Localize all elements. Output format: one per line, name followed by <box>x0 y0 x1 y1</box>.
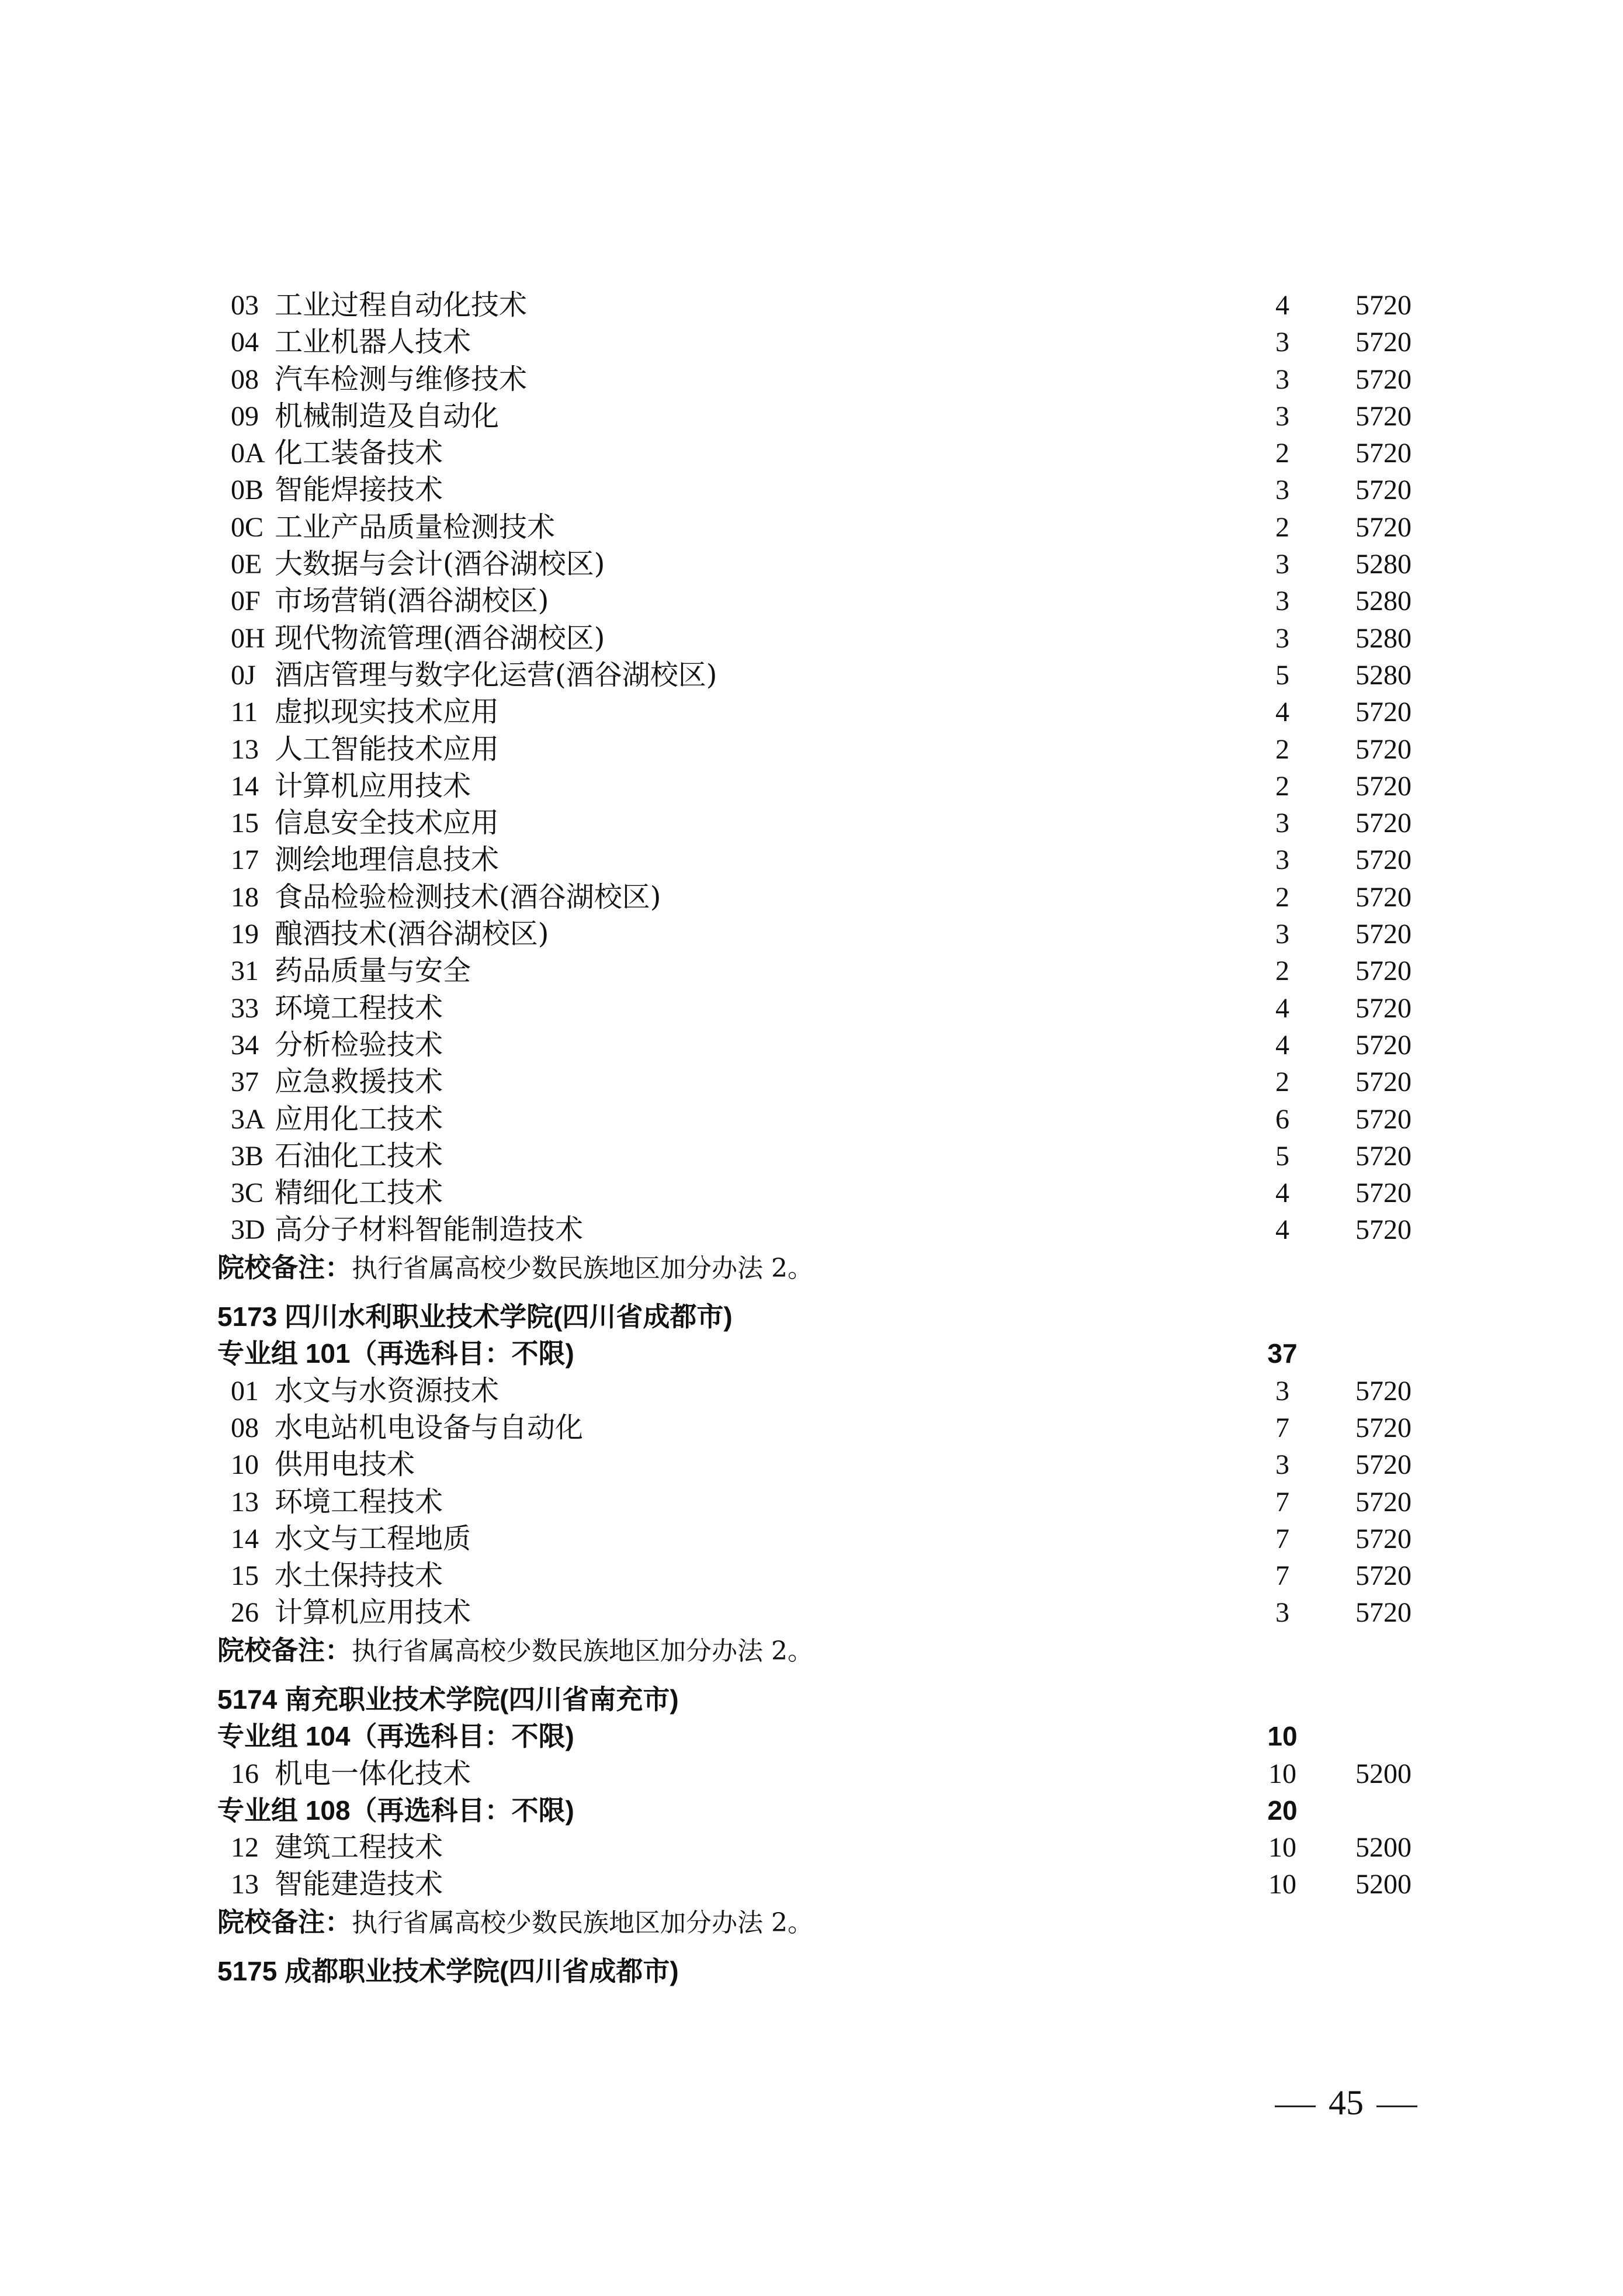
major-code: 3A <box>231 1103 265 1135</box>
major-name: 汽车检测与维修技术 <box>275 362 528 396</box>
major-fee: 5720 <box>1355 919 1412 950</box>
major-fee: 5720 <box>1355 475 1412 506</box>
major-fee: 5720 <box>1355 955 1412 987</box>
major-count: 2 <box>1275 770 1289 802</box>
major-count: 10 <box>1268 1758 1296 1789</box>
major-row <box>0 583 1623 619</box>
major-code: 18 <box>231 881 259 913</box>
note-text: 执行省属高校少数民族地区加分办法 2。 <box>352 1907 813 1938</box>
group-label: 专业组 104（再选科目：不限) <box>217 1721 574 1752</box>
major-code: 17 <box>231 844 259 876</box>
major-row <box>0 768 1623 805</box>
major-count: 3 <box>1275 549 1289 580</box>
major-code: 08 <box>231 363 259 395</box>
major-count: 2 <box>1275 955 1289 987</box>
major-fee: 5720 <box>1355 1214 1412 1246</box>
major-name: 环境工程技术 <box>275 991 443 1024</box>
major-fee: 5720 <box>1355 1412 1412 1443</box>
footer-dash-left <box>1275 2105 1316 2107</box>
major-row <box>0 1557 1623 1594</box>
major-fee: 5720 <box>1355 1560 1412 1592</box>
major-name: 水电站机电设备与自动化 <box>275 1411 584 1444</box>
note-text: 执行省属高校少数民族地区加分办法 2。 <box>352 1253 813 1283</box>
major-count: 10 <box>1268 1869 1296 1900</box>
major-list <box>0 1755 1623 1792</box>
major-row <box>0 472 1623 508</box>
major-name: 应用化工技术 <box>275 1102 443 1135</box>
major-fee: 5720 <box>1355 992 1412 1024</box>
major-name: 智能焊接技术 <box>275 473 443 507</box>
major-name: 酿酒技术(酒谷湖校区) <box>275 917 549 951</box>
major-code: 03 <box>231 290 259 321</box>
major-code: 15 <box>231 1560 259 1592</box>
major-code: 33 <box>231 992 259 1024</box>
major-fee: 5720 <box>1355 1523 1412 1554</box>
major-code: 0F <box>231 586 261 617</box>
major-count: 3 <box>1275 844 1289 876</box>
note-label: 院校备注： <box>217 1634 352 1666</box>
major-row <box>0 1138 1623 1175</box>
major-fee: 5200 <box>1355 1832 1412 1864</box>
major-count: 2 <box>1275 733 1289 765</box>
major-row <box>0 1521 1623 1557</box>
major-count: 4 <box>1275 992 1289 1024</box>
major-code: 0B <box>231 475 264 506</box>
major-row <box>0 1211 1623 1248</box>
major-count: 4 <box>1275 697 1289 728</box>
major-name: 计算机应用技术 <box>275 1596 471 1629</box>
major-name: 计算机应用技术 <box>275 769 471 802</box>
major-count: 4 <box>1275 1178 1289 1209</box>
major-count: 2 <box>1275 881 1289 913</box>
major-count: 3 <box>1275 327 1289 358</box>
major-row <box>0 287 1623 324</box>
major-code: 01 <box>231 1375 259 1407</box>
major-row <box>0 879 1623 916</box>
note-label: 院校备注： <box>217 1251 352 1283</box>
school-note <box>0 1903 1623 1940</box>
page-number: 45 <box>1329 2083 1364 2122</box>
major-fee: 5720 <box>1355 511 1412 543</box>
major-name: 智能建造技术 <box>275 1868 443 1901</box>
major-name: 水土保持技术 <box>275 1559 443 1592</box>
major-fee: 5720 <box>1355 697 1412 728</box>
major-name: 大数据与会计(酒谷湖校区) <box>275 548 605 581</box>
major-code: 31 <box>231 955 259 987</box>
school-note <box>0 1249 1623 1286</box>
major-row <box>0 546 1623 583</box>
major-code: 14 <box>231 770 259 802</box>
major-code: 04 <box>231 327 259 358</box>
major-name: 虚拟现实技术应用 <box>275 695 500 729</box>
major-count: 4 <box>1275 1214 1289 1246</box>
major-fee: 5720 <box>1355 1029 1412 1061</box>
major-name: 药品质量与安全 <box>275 954 471 988</box>
major-fee: 5280 <box>1355 586 1412 617</box>
major-fee: 5720 <box>1355 363 1412 395</box>
major-row <box>0 1484 1623 1521</box>
major-count: 3 <box>1275 1375 1289 1407</box>
major-code: 0A <box>231 438 265 469</box>
major-code: 11 <box>231 697 258 728</box>
major-count: 3 <box>1275 475 1289 506</box>
school-title <box>0 1681 1623 1718</box>
major-code: 0J <box>231 659 256 691</box>
group-label: 专业组 101（再选科目：不限) <box>217 1338 574 1369</box>
major-name: 测绘地理信息技术 <box>275 843 500 877</box>
footer-dash-right <box>1376 2105 1417 2107</box>
major-code: 26 <box>231 1597 259 1629</box>
major-code: 16 <box>231 1758 259 1789</box>
major-fee: 5720 <box>1355 881 1412 913</box>
major-code: 08 <box>231 1412 259 1443</box>
major-name: 应急救援技术 <box>275 1065 443 1099</box>
major-count: 3 <box>1275 919 1289 950</box>
major-row <box>0 361 1623 398</box>
note-label: 院校备注： <box>217 1906 352 1938</box>
major-code: 3B <box>231 1140 264 1172</box>
school-note <box>0 1632 1623 1668</box>
school-name: 5174 南充职业技术学院(四川省南充市) <box>217 1684 679 1715</box>
major-row <box>0 1755 1623 1792</box>
major-row <box>0 1829 1623 1866</box>
major-fee: 5720 <box>1355 1103 1412 1135</box>
major-count: 6 <box>1275 1103 1289 1135</box>
major-fee: 5720 <box>1355 400 1412 432</box>
major-count: 4 <box>1275 290 1289 321</box>
group-count: 37 <box>1267 1338 1298 1369</box>
major-row <box>0 1064 1623 1100</box>
major-row <box>0 435 1623 472</box>
school-title <box>0 1953 1623 1990</box>
major-count: 2 <box>1275 511 1289 543</box>
major-fee: 5720 <box>1355 438 1412 469</box>
major-fee: 5720 <box>1355 290 1412 321</box>
major-row <box>0 694 1623 730</box>
major-row <box>0 953 1623 989</box>
major-code: 09 <box>231 400 259 432</box>
major-list <box>0 1829 1623 1903</box>
major-count: 7 <box>1275 1412 1289 1443</box>
major-name: 石油化工技术 <box>275 1139 443 1172</box>
major-count: 7 <box>1275 1523 1289 1554</box>
major-fee: 5720 <box>1355 770 1412 802</box>
major-count: 3 <box>1275 586 1289 617</box>
major-count: 3 <box>1275 622 1289 654</box>
major-code: 37 <box>231 1066 259 1098</box>
major-group <box>0 1718 1623 1755</box>
major-fee: 5200 <box>1355 1869 1412 1900</box>
major-row <box>0 1866 1623 1903</box>
page-footer <box>1262 2079 1430 2126</box>
group-count: 10 <box>1267 1721 1298 1752</box>
major-fee: 5720 <box>1355 1375 1412 1407</box>
major-name: 分析检验技术 <box>275 1028 443 1061</box>
major-code: 0E <box>231 549 262 580</box>
major-count: 2 <box>1275 438 1289 469</box>
major-row <box>0 916 1623 953</box>
major-fee: 5280 <box>1355 549 1412 580</box>
note-text: 执行省属高校少数民族地区加分办法 2。 <box>352 1636 813 1666</box>
major-name: 机电一体化技术 <box>275 1757 471 1790</box>
major-name: 水文与工程地质 <box>275 1522 471 1555</box>
major-fee: 5720 <box>1355 1178 1412 1209</box>
major-name: 建筑工程技术 <box>275 1831 443 1864</box>
major-name: 人工智能技术应用 <box>275 732 500 766</box>
major-name: 酒店管理与数字化运营(酒谷湖校区) <box>275 658 717 691</box>
major-code: 13 <box>231 1486 259 1518</box>
major-group <box>0 1792 1623 1829</box>
major-name: 现代物流管理(酒谷湖校区) <box>275 621 605 654</box>
major-name: 高分子材料智能制造技术 <box>275 1213 584 1246</box>
major-name: 工业过程自动化技术 <box>275 289 528 321</box>
major-name: 精细化工技术 <box>275 1176 443 1210</box>
major-row <box>0 731 1623 768</box>
major-name: 食品检验检测技术(酒谷湖校区) <box>275 880 661 913</box>
major-list <box>0 1373 1623 1632</box>
major-fee: 5720 <box>1355 1597 1412 1629</box>
major-name: 工业机器人技术 <box>275 325 471 359</box>
major-fee: 5720 <box>1355 844 1412 876</box>
content-lines <box>0 287 1623 1990</box>
major-fee: 5720 <box>1355 327 1412 358</box>
major-count: 7 <box>1275 1560 1289 1592</box>
major-count: 5 <box>1275 1140 1289 1172</box>
major-fee: 5720 <box>1355 1449 1412 1481</box>
major-list <box>0 287 1623 1249</box>
major-row <box>0 1101 1623 1138</box>
major-code: 14 <box>231 1523 259 1554</box>
major-row <box>0 1594 1623 1631</box>
major-count: 3 <box>1275 808 1289 839</box>
major-row <box>0 841 1623 878</box>
major-name: 信息安全技术应用 <box>275 806 500 840</box>
major-row <box>0 657 1623 694</box>
major-name: 供用电技术 <box>275 1448 415 1481</box>
school-title <box>0 1298 1623 1335</box>
major-code: 12 <box>231 1832 259 1864</box>
major-row <box>0 1446 1623 1483</box>
major-group <box>0 1335 1623 1372</box>
major-count: 4 <box>1275 1029 1289 1061</box>
major-name: 市场营销(酒谷湖校区) <box>275 584 549 618</box>
major-name: 环境工程技术 <box>275 1485 443 1518</box>
major-count: 3 <box>1275 363 1289 395</box>
major-code: 34 <box>231 1029 259 1061</box>
major-row <box>0 1410 1623 1446</box>
major-count: 3 <box>1275 1597 1289 1629</box>
major-row <box>0 805 1623 841</box>
major-fee: 5280 <box>1355 659 1412 691</box>
major-count: 3 <box>1275 1449 1289 1481</box>
major-code: 0H <box>231 622 265 654</box>
school-name: 5175 成都职业技术学院(四川省成都市) <box>217 1956 679 1987</box>
major-row <box>0 620 1623 657</box>
major-code: 15 <box>231 808 259 839</box>
major-name: 化工装备技术 <box>275 437 443 470</box>
major-code: 3C <box>231 1178 264 1209</box>
major-row <box>0 1027 1623 1064</box>
major-fee: 5720 <box>1355 1140 1412 1172</box>
major-row <box>0 1373 1623 1410</box>
major-row <box>0 509 1623 546</box>
major-row <box>0 990 1623 1027</box>
major-fee: 5720 <box>1355 808 1412 839</box>
group-count: 20 <box>1267 1795 1298 1826</box>
major-fee: 5280 <box>1355 622 1412 654</box>
major-count: 2 <box>1275 1066 1289 1098</box>
group-label: 专业组 108（再选科目：不限) <box>217 1795 574 1826</box>
major-name: 机械制造及自动化 <box>275 399 500 432</box>
major-code: 0C <box>231 511 264 543</box>
major-count: 5 <box>1275 659 1289 691</box>
major-fee: 5720 <box>1355 1486 1412 1518</box>
major-fee: 5720 <box>1355 1066 1412 1098</box>
major-code: 19 <box>231 919 259 950</box>
major-fee: 5200 <box>1355 1758 1412 1789</box>
major-name: 水文与水资源技术 <box>275 1374 500 1407</box>
major-count: 3 <box>1275 400 1289 432</box>
major-count: 10 <box>1268 1832 1296 1864</box>
major-code: 13 <box>231 733 259 765</box>
major-row <box>0 324 1623 361</box>
school-name: 5173 四川水利职业技术学院(四川省成都市) <box>217 1301 733 1332</box>
major-row <box>0 398 1623 435</box>
major-name: 工业产品质量检测技术 <box>275 510 556 543</box>
major-row <box>0 1175 1623 1211</box>
major-count: 7 <box>1275 1486 1289 1518</box>
major-code: 10 <box>231 1449 259 1481</box>
major-code: 13 <box>231 1869 259 1900</box>
major-code: 3D <box>231 1214 265 1246</box>
major-fee: 5720 <box>1355 733 1412 765</box>
